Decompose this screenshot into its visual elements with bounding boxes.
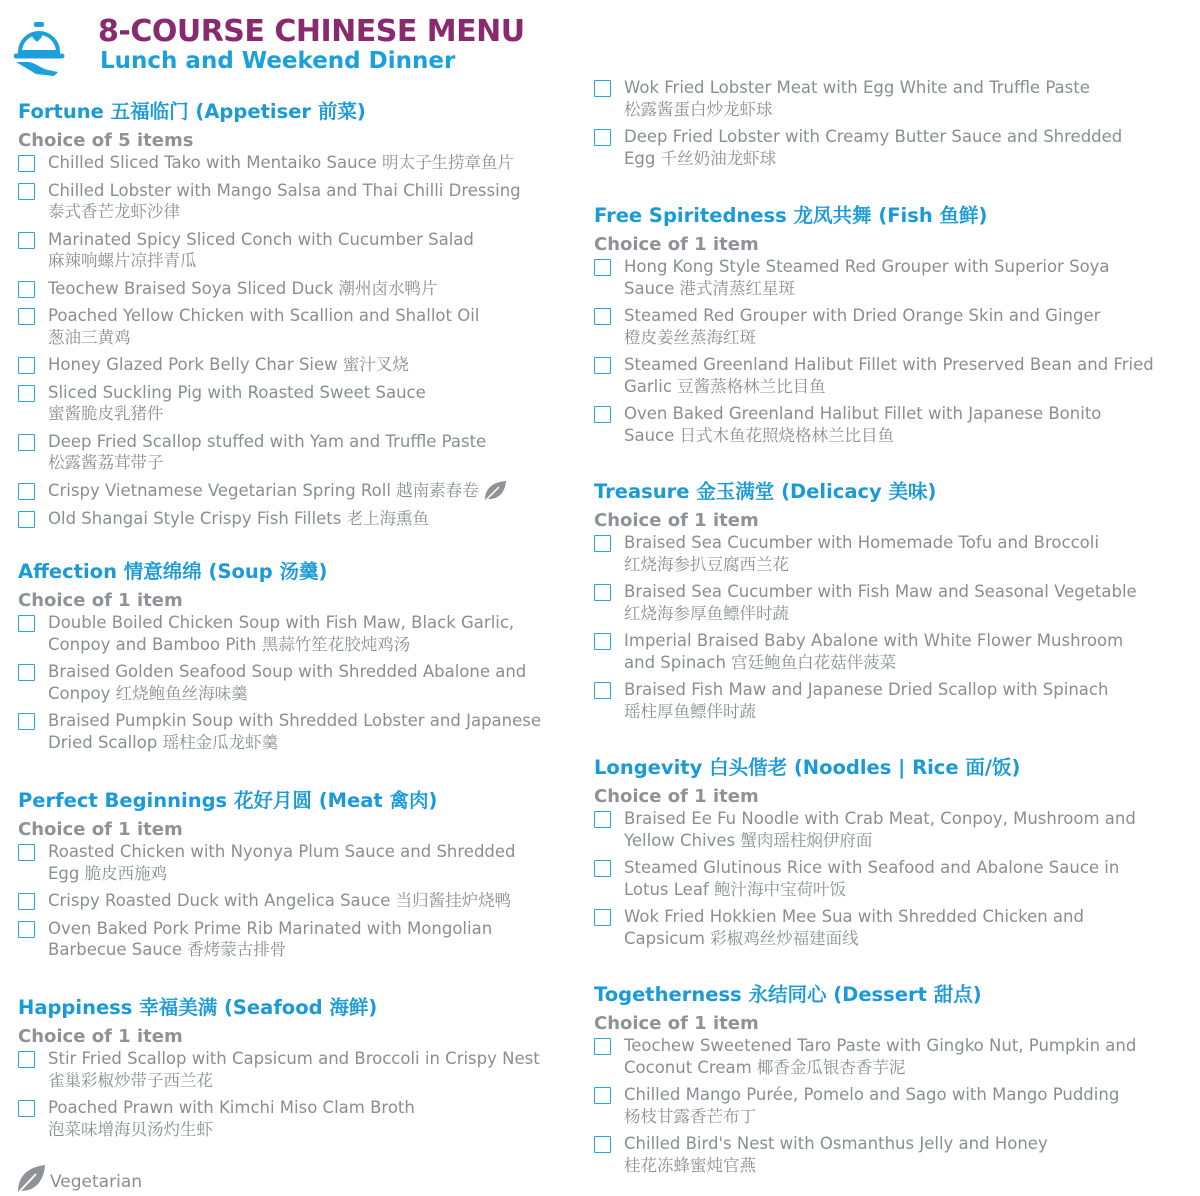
checkbox[interactable]	[594, 406, 611, 423]
checkbox[interactable]	[18, 921, 35, 938]
menu-item: Deep Fried Scallop stuffed with Yam and Truffle Paste 松露酱荔茸带子	[18, 431, 578, 474]
menu-item: Steamed Glutinous Rice with Seafood and Abalone Sauce in Lotus Leaf 鲍汁海中宝荷叶饭	[594, 857, 1184, 900]
checkbox[interactable]	[18, 281, 35, 298]
checkbox[interactable]	[594, 80, 611, 97]
leaf-icon	[16, 1164, 46, 1194]
checkbox[interactable]	[594, 308, 611, 325]
menu-item: Steamed Red Grouper with Dried Orange Skin and Ginger 橙皮姜丝蒸海红斑	[594, 305, 1184, 348]
section-title: Affection 情意绵绵 (Soup 汤羹)	[18, 560, 328, 583]
section-appetiser	[18, 100, 578, 536]
menu-item: Honey Glazed Pork Belly Char Siew 蜜汁叉烧	[18, 354, 578, 376]
checkbox[interactable]	[594, 1087, 611, 1104]
vegetarian-label: Vegetarian	[50, 1172, 143, 1192]
section-meat	[18, 789, 578, 967]
menu-item: Chilled Sliced Tako with Mentaiko Sauce 明太子生捞章鱼片	[18, 152, 578, 174]
section-noodles-rice	[594, 756, 1184, 955]
menu-item: Chilled Lobster with Mango Salsa and Thai Chilli Dressing 泰式香芒龙虾沙律	[18, 180, 578, 223]
checkbox[interactable]	[18, 1051, 35, 1068]
menu-title: 8-COURSE CHINESE MENU	[98, 14, 525, 49]
section-title: Happiness 幸福美满 (Seafood 海鲜)	[18, 996, 378, 1019]
menu-item: Crispy Roasted Duck with Angelica Sauce 当归酱挂炉烧鸭	[18, 890, 578, 912]
section-dessert	[594, 983, 1184, 1182]
section-choice: Choice of 1 item	[18, 819, 183, 840]
section-choice: Choice of 1 item	[18, 590, 183, 611]
section-seafood	[18, 996, 578, 1146]
checkbox[interactable]	[18, 385, 35, 402]
menu-item: Poached Prawn with Kimchi Miso Clam Broth 泡菜味增海贝汤灼生虾	[18, 1097, 578, 1140]
checkbox[interactable]	[18, 357, 35, 374]
menu-item: Oven Baked Pork Prime Rib Marinated with Mongolian Barbecue Sauce 香烤蒙古排骨	[18, 918, 578, 961]
cloche-heart-icon	[14, 18, 84, 88]
menu-item: Roasted Chicken with Nyonya Plum Sauce and Shredded Egg 脆皮西施鸡	[18, 841, 578, 884]
menu-item: Marinated Spicy Sliced Conch with Cucumber Salad 麻辣响螺片凉拌青瓜	[18, 229, 578, 272]
section-choice: Choice of 1 item	[594, 786, 759, 807]
menu-item: Wok Fried Lobster Meat with Egg White and Truffle Paste 松露酱蛋白炒龙虾球	[594, 77, 1184, 120]
checkbox[interactable]	[594, 535, 611, 552]
leaf-icon	[483, 480, 507, 502]
section-title: Treasure 金玉满堂 (Delicacy 美味)	[594, 480, 937, 503]
menu-item: Crispy Vietnamese Vegetarian Spring Roll 越南素春卷	[18, 480, 578, 503]
checkbox[interactable]	[594, 633, 611, 650]
checkbox[interactable]	[18, 1100, 35, 1117]
menu-item: Teochew Sweetened Taro Paste with Gingko Nut, Pumpkin and Coconut Cream 椰香金瓜银杏香芋泥	[594, 1035, 1184, 1078]
checkbox[interactable]	[594, 584, 611, 601]
checkbox[interactable]	[594, 682, 611, 699]
section-fish	[594, 204, 1184, 452]
menu-subtitle: Lunch and Weekend Dinner	[100, 48, 456, 74]
checkbox[interactable]	[18, 232, 35, 249]
checkbox[interactable]	[18, 483, 35, 500]
checkbox[interactable]	[594, 811, 611, 828]
section-choice: Choice of 5 items	[18, 130, 194, 151]
checkbox[interactable]	[18, 713, 35, 730]
checkbox[interactable]	[18, 511, 35, 528]
menu-item: Wok Fried Hokkien Mee Sua with Shredded Chicken and Capsicum 彩椒鸡丝炒福建面线	[594, 906, 1184, 949]
checkbox[interactable]	[594, 1038, 611, 1055]
checkbox[interactable]	[18, 615, 35, 632]
menu-item: Braised Sea Cucumber with Fish Maw and Seasonal Vegetable 红烧海参厚鱼鳔伴时蔬	[594, 581, 1184, 624]
section-title: Perfect Beginnings 花好月圆 (Meat 禽肉)	[18, 789, 438, 812]
checkbox[interactable]	[594, 1136, 611, 1153]
menu-item: Double Boiled Chicken Soup with Fish Maw, Black Garlic, Conpoy and Bamboo Pith 黑蒜竹笙花胶炖鸡汤	[18, 612, 578, 655]
checkbox[interactable]	[594, 860, 611, 877]
menu-item: Braised Pumpkin Soup with Shredded Lobster and Japanese Dried Scallop 瑶柱金瓜龙虾羹	[18, 710, 578, 753]
section-choice: Choice of 1 item	[18, 1026, 183, 1047]
menu-item: Sliced Suckling Pig with Roasted Sweet Sauce 蜜酱脆皮乳猪件	[18, 382, 578, 425]
section-choice: Choice of 1 item	[594, 1013, 759, 1034]
checkbox[interactable]	[18, 308, 35, 325]
checkbox[interactable]	[18, 664, 35, 681]
section-title: Free Spiritedness 龙凤共舞 (Fish 鱼鲜)	[594, 204, 988, 227]
menu-item: Braised Golden Seafood Soup with Shredded Abalone and Conpoy 红烧鲍鱼丝海味羹	[18, 661, 578, 704]
section-title: Longevity 白头偕老 (Noodles | Rice 面/饭)	[594, 756, 1021, 779]
menu-item: Poached Yellow Chicken with Scallion and Shallot Oil 葱油三黄鸡	[18, 305, 578, 348]
menu-item: Braised Fish Maw and Japanese Dried Scallop with Spinach 瑶柱厚鱼鳔伴时蔬	[594, 679, 1184, 722]
section-choice: Choice of 1 item	[594, 234, 759, 255]
menu-item: Braised Ee Fu Noodle with Crab Meat, Conpoy, Mushroom and Yellow Chives 蟹肉瑶柱焖伊府面	[594, 808, 1184, 851]
checkbox[interactable]	[594, 909, 611, 926]
menu-item: Steamed Greenland Halibut Fillet with Preserved Bean and Fried Garlic 豆酱蒸格林兰比目鱼	[594, 354, 1184, 397]
checkbox[interactable]	[18, 183, 35, 200]
section-delicacy	[594, 480, 1184, 728]
menu-item: Hong Kong Style Steamed Red Grouper with Superior Soya Sauce 港式清蒸红星斑	[594, 256, 1184, 299]
checkbox[interactable]	[594, 129, 611, 146]
menu-item: Chilled Bird's Nest with Osmanthus Jelly and Honey 桂花冻蜂蜜炖官燕	[594, 1133, 1184, 1176]
menu-item: Braised Sea Cucumber with Homemade Tofu and Broccoli 红烧海参扒豆腐西兰花	[594, 532, 1184, 575]
menu-item: Teochew Braised Soya Sliced Duck 潮州卤水鸭片	[18, 278, 578, 300]
section-title: Togetherness 永结同心 (Dessert 甜点)	[594, 983, 982, 1006]
checkbox[interactable]	[18, 155, 35, 172]
section-choice: Choice of 1 item	[594, 510, 759, 531]
checkbox[interactable]	[594, 357, 611, 374]
menu-item: Oven Baked Greenland Halibut Fillet with Japanese Bonito Sauce 日式木鱼花照烧格林兰比目鱼	[594, 403, 1184, 446]
section-title: Fortune 五福临门 (Appetiser 前菜)	[18, 100, 366, 123]
checkbox[interactable]	[18, 844, 35, 861]
section-soup	[18, 560, 578, 759]
checkbox[interactable]	[18, 434, 35, 451]
menu-item: Chilled Mango Purée, Pomelo and Sago with Mango Pudding 杨枝甘露香芒布丁	[594, 1084, 1184, 1127]
section-seafood-continued	[594, 77, 1184, 175]
menu-item: Deep Fried Lobster with Creamy Butter Sauce and Shredded Egg 千丝奶油龙虾球	[594, 126, 1184, 169]
menu-item: Stir Fried Scallop with Capsicum and Broccoli in Crispy Nest 雀巢彩椒炒带子西兰花	[18, 1048, 578, 1091]
checkbox[interactable]	[18, 893, 35, 910]
checkbox[interactable]	[594, 259, 611, 276]
menu-item: Old Shangai Style Crispy Fish Fillets 老上海熏鱼	[18, 508, 578, 530]
menu-item: Imperial Braised Baby Abalone with White Flower Mushroom and Spinach 宫廷鲍鱼白花菇伴菠菜	[594, 630, 1184, 673]
